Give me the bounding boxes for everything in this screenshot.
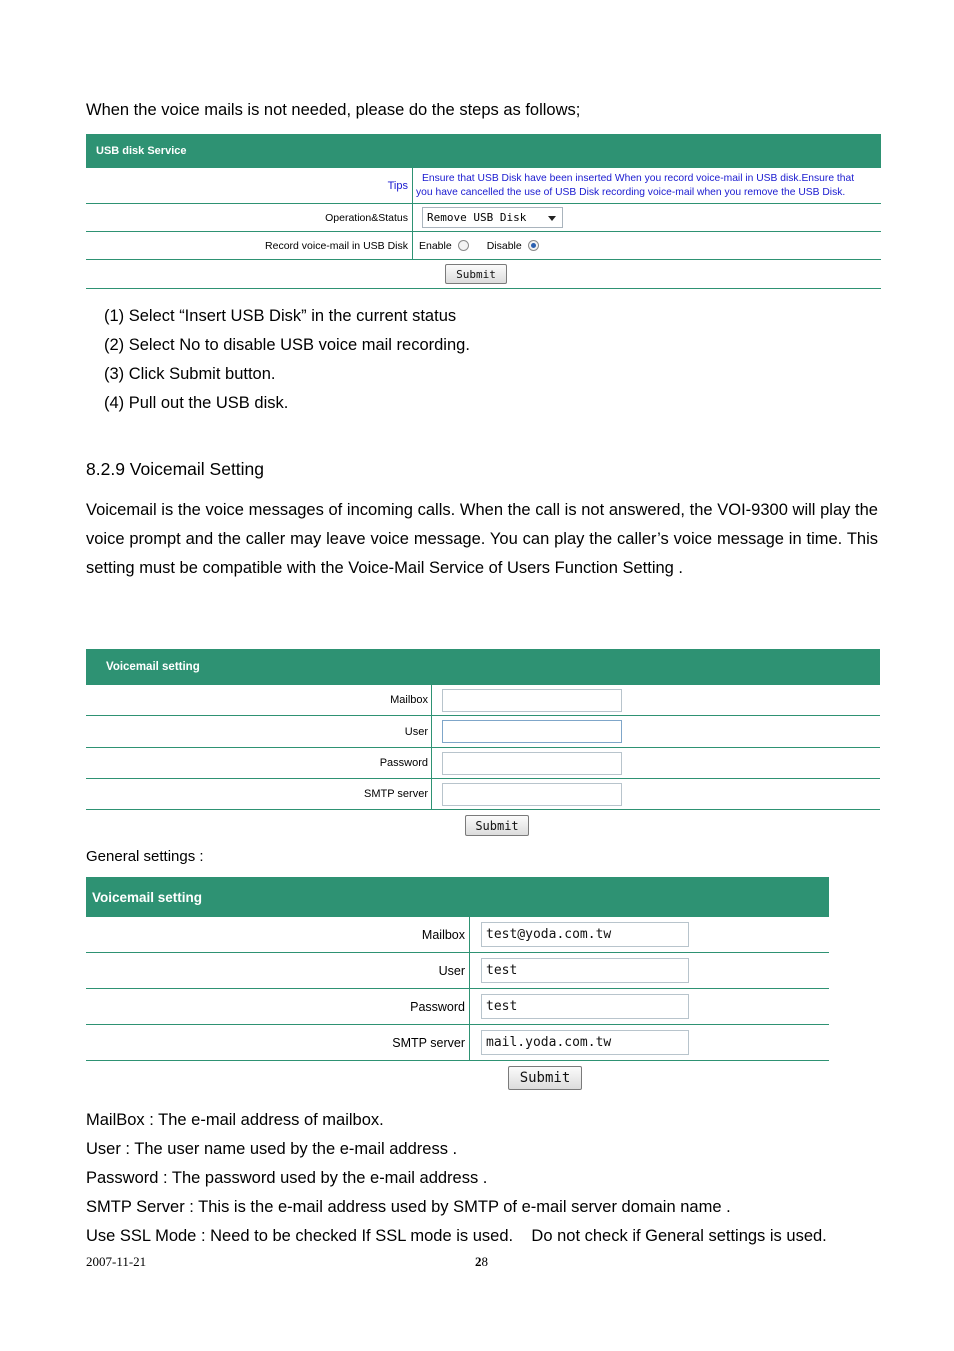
vm2-smtp-input[interactable]: mail.yoda.com.tw bbox=[481, 1030, 689, 1055]
tips-line-2: you have cancelled the use of USB Disk recording voice-mail when you remove the USB Disk. bbox=[416, 186, 846, 198]
vm1-mailbox-cell bbox=[432, 685, 880, 715]
vm1-user-label: User bbox=[86, 716, 432, 747]
vm1-password-cell bbox=[432, 748, 880, 778]
definition-ssl-mode: Use SSL Mode : Need to be checked If SSL mode is used. Do not check if General settings is used. bbox=[86, 1227, 827, 1245]
vm2-smtp-label: SMTP server bbox=[86, 1025, 470, 1060]
operation-status-select[interactable] bbox=[422, 207, 563, 228]
operation-status-cell bbox=[413, 204, 881, 231]
definition-mailbox: MailBox : The e-mail address of mailbox. bbox=[86, 1111, 384, 1129]
vm1-submit-row bbox=[86, 810, 880, 840]
record-voicemail-label: Record voice-mail in USB Disk bbox=[86, 232, 413, 259]
definition-smtp-server: SMTP Server : This is the e-mail address used by SMTP of e-mail server domain name . bbox=[86, 1198, 731, 1216]
vm2-user-row bbox=[86, 953, 829, 989]
vm2-password-row bbox=[86, 989, 829, 1025]
chevron-down-icon bbox=[548, 216, 556, 221]
vm1-smtp-cell bbox=[432, 779, 880, 809]
disable-label: Disable bbox=[486, 239, 522, 252]
voicemail-setting-panel-empty bbox=[86, 649, 880, 840]
vm1-smtp-row bbox=[86, 779, 880, 810]
vm2-password-cell bbox=[470, 989, 829, 1024]
step-3: (3) Click Submit button. bbox=[104, 365, 276, 383]
step-4: (4) Pull out the USB disk. bbox=[104, 394, 289, 412]
enable-label: Enable bbox=[419, 239, 452, 252]
tips-text bbox=[413, 168, 881, 203]
vm2-submit-row bbox=[86, 1061, 829, 1093]
usb-panel-title: USB disk Service bbox=[86, 134, 881, 168]
steps-list bbox=[104, 302, 470, 418]
usb-submit-row bbox=[86, 260, 881, 289]
vm1-user-cell bbox=[432, 716, 880, 747]
tips-row bbox=[86, 168, 881, 204]
tips-label: Tips bbox=[86, 168, 413, 203]
voicemail-setting-panel-filled bbox=[86, 877, 829, 1093]
operation-status-value: Remove USB Disk bbox=[427, 211, 527, 224]
vm1-smtp-input[interactable] bbox=[442, 783, 622, 806]
vm2-password-input[interactable]: test bbox=[481, 994, 689, 1019]
vm2-smtp-row bbox=[86, 1025, 829, 1061]
vm2-mailbox-input[interactable]: test@yoda.com.tw bbox=[481, 922, 689, 947]
vm2-mailbox-row bbox=[86, 917, 829, 953]
footer-date: 2007-11-21 bbox=[86, 1254, 147, 1269]
definition-user: User : The user name used by the e-mail address . bbox=[86, 1140, 458, 1158]
section-paragraph: Voicemail is the voice messages of incoming calls. When the call is not answered, the VOI-9300 will play the voice prompt and the caller may leave voice message. You can play the caller’s voice message in time. This setting must be compatible with the Voice-Mail Service of Users Function Setting . bbox=[86, 501, 878, 577]
vm1-user-row bbox=[86, 716, 880, 748]
page-number-rest: 8 bbox=[481, 1254, 488, 1269]
operation-status-row bbox=[86, 204, 881, 232]
vm1-password-input[interactable] bbox=[442, 752, 622, 775]
general-settings-label: General settings : bbox=[86, 848, 204, 865]
vm2-submit-button[interactable]: Submit bbox=[508, 1066, 582, 1090]
step-2: (2) Select No to disable USB voice mail recording. bbox=[104, 336, 470, 354]
enable-radio[interactable] bbox=[458, 240, 469, 251]
usb-disk-service-panel bbox=[86, 134, 881, 289]
vm2-user-input[interactable]: test bbox=[481, 958, 689, 983]
vm2-password-label: Password bbox=[86, 989, 470, 1024]
vm1-password-row bbox=[86, 748, 880, 779]
section-heading: 8.2.9 Voicemail Setting bbox=[86, 459, 265, 479]
vm1-user-input[interactable] bbox=[442, 720, 622, 743]
page-number-bold: 2 bbox=[475, 1254, 482, 1269]
record-voicemail-row bbox=[86, 232, 881, 260]
vm1-submit-button[interactable]: Submit bbox=[465, 815, 529, 836]
page-number bbox=[475, 1254, 488, 1270]
disable-radio[interactable] bbox=[528, 240, 539, 251]
usb-submit-button[interactable]: Submit bbox=[445, 264, 507, 284]
definition-password: Password : The password used by the e-mail address . bbox=[86, 1169, 488, 1187]
operation-status-label: Operation&Status bbox=[86, 204, 413, 231]
vm2-user-label: User bbox=[86, 953, 470, 988]
record-voicemail-options bbox=[413, 232, 881, 259]
vm1-password-label: Password bbox=[86, 748, 432, 778]
intro-text: When the voice mails is not needed, please do the steps as follows; bbox=[86, 101, 581, 119]
vm2-mailbox-label: Mailbox bbox=[86, 917, 470, 952]
voicemail-panel-1-title: Voicemail setting bbox=[86, 649, 880, 685]
vm1-smtp-label: SMTP server bbox=[86, 779, 432, 809]
vm1-mailbox-row bbox=[86, 685, 880, 716]
definitions-list bbox=[86, 1106, 827, 1251]
step-1: (1) Select “Insert USB Disk” in the current status bbox=[104, 307, 457, 325]
tips-line-1: Ensure that USB Disk have been inserted When you record voice-mail in USB disk.Ensure that bbox=[422, 172, 855, 184]
vm2-user-cell bbox=[470, 953, 829, 988]
vm2-smtp-cell bbox=[470, 1025, 829, 1060]
voicemail-panel-2-title: Voicemail setting bbox=[86, 877, 829, 917]
vm2-mailbox-cell bbox=[470, 917, 829, 952]
vm1-mailbox-label: Mailbox bbox=[86, 685, 432, 715]
vm1-mailbox-input[interactable] bbox=[442, 689, 622, 712]
